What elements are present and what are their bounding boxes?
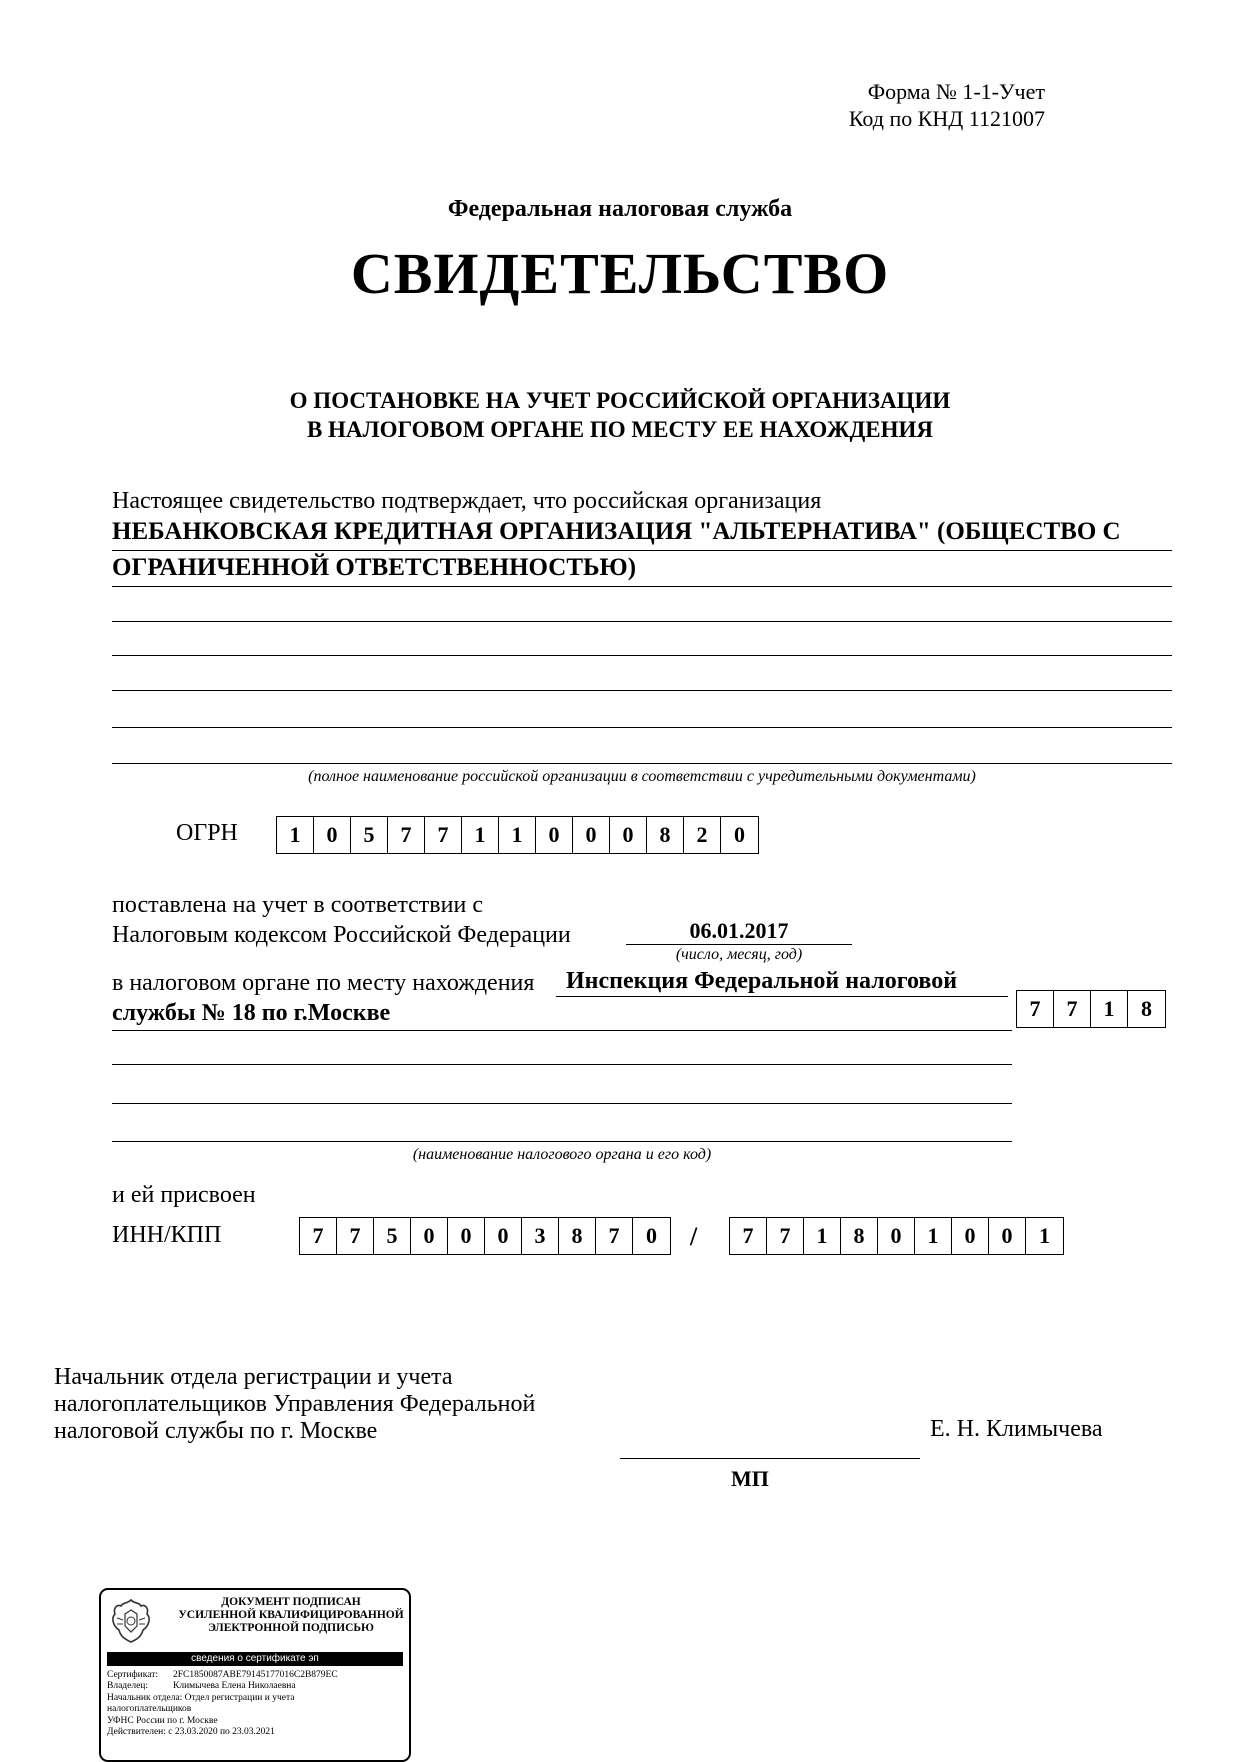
blank-line [112, 763, 1172, 764]
tax-office-caption: (наименование налогового органа и его код) [412, 1146, 712, 1163]
inn-digit: 7 [300, 1218, 337, 1254]
ogrn-digit: 1 [499, 817, 536, 853]
inn-digit: 0 [646, 1223, 657, 1248]
ogrn-digit: 0 [314, 817, 351, 853]
tax-office-underline [112, 1030, 1012, 1031]
stamp-validity: Действителен: с 23.03.2020 по 23.03.2021 [107, 1727, 275, 1738]
stamp-position-line: Начальник отдела: Отдел регистрации и учета [107, 1692, 295, 1703]
knd-code: Код по КНД 1121007 [848, 106, 1045, 131]
date-caption: (число, месяц, год) [675, 946, 803, 963]
owner-value: Климычева Елена Николаевна [173, 1681, 296, 1692]
stamp-details [107, 1670, 407, 1738]
blank-line [112, 655, 1172, 656]
inn-kpp-label: ИНН/КПП [112, 1222, 222, 1248]
kpp-digit: 7 [730, 1218, 767, 1254]
ogrn-digit: 0 [734, 822, 745, 847]
date-underline [626, 944, 852, 945]
tax-office-code-digit: 7 [1054, 991, 1091, 1027]
registered-line-1: поставлена на учет в соответствии с [112, 892, 483, 918]
ogrn-digit: 7 [388, 817, 425, 853]
stamp-certificate-bar: сведения о сертификате эп [107, 1652, 403, 1666]
org-name-caption: (полное наименование российской организации в соответствии с учредительными документами) [308, 768, 976, 785]
signatory-name: Е. Н. Климычева [930, 1416, 1103, 1442]
blank-line [112, 621, 1172, 622]
inn-cells [299, 1217, 671, 1255]
ogrn-label: ОГРН [176, 820, 238, 846]
blank-line [112, 690, 1172, 691]
inn-digit: 7 [337, 1218, 374, 1254]
form-number: Форма № 1-1-Учет [867, 79, 1045, 104]
inn-digit: 3 [522, 1218, 559, 1254]
org-name-line-2: ОГРАНИЧЕННОЙ ОТВЕТСТВЕННОСТЬЮ) [112, 554, 637, 581]
form-number-block [849, 78, 1045, 132]
assigned-text: и ей присвоен [112, 1182, 256, 1208]
kpp-digit: 0 [989, 1218, 1026, 1254]
certificate-label: Сертификат: [107, 1670, 159, 1680]
ogrn-digit: 0 [610, 817, 647, 853]
inn-digit: 7 [596, 1218, 633, 1254]
stamp-position-line: УФНС России по г. Москве [107, 1715, 218, 1726]
kpp-digit: 0 [878, 1218, 915, 1254]
e-signature-stamp [99, 1588, 411, 1762]
document-subtitle [0, 386, 1240, 444]
tax-office-code-cells [1016, 990, 1166, 1028]
inn-digit: 0 [448, 1218, 485, 1254]
inn-digit: 8 [559, 1218, 596, 1254]
document-title: СВИДЕТЕЛЬСТВО [350, 241, 890, 306]
tax-office-code-digit: 7 [1017, 991, 1054, 1027]
blank-line [112, 1064, 1012, 1065]
org-name-underline [112, 550, 1172, 551]
stamp-title-line: ДОКУМЕНТ ПОДПИСАН [221, 1596, 361, 1608]
ogrn-digit: 1 [277, 817, 314, 853]
inn-digit: 5 [374, 1218, 411, 1254]
subtitle-line: В НАЛОГОВОМ ОРГАНЕ ПО МЕСТУ ЕЕ НАХОЖДЕНИЯ [306, 417, 934, 442]
kpp-digit: 1 [804, 1218, 841, 1254]
kpp-digit: 7 [767, 1218, 804, 1254]
tax-office-prefix: в налоговом органе по месту нахождения [112, 970, 535, 996]
ogrn-digit: 5 [351, 817, 388, 853]
signature-line [620, 1458, 920, 1459]
tax-office-underline [556, 996, 1008, 997]
stamp-title-line: ЭЛЕКТРОННОЙ ПОДПИСЬЮ [208, 1622, 374, 1634]
signatory-position [54, 1364, 535, 1445]
stamp-title-line: УСИЛЕННОЙ КВАЛИФИЦИРОВАННОЙ [178, 1609, 404, 1621]
signatory-position-line: Начальник отдела регистрации и учета [54, 1364, 453, 1390]
kpp-digit: 8 [841, 1218, 878, 1254]
registered-line-2: Налоговым кодексом Российской Федерации [112, 922, 571, 948]
signatory-position-line: налоговой службы по г. Москве [54, 1418, 378, 1444]
intro-text: Настоящее свидетельство подтверждает, что российская организация [112, 488, 822, 514]
org-name-underline [112, 586, 1172, 587]
tax-office-code-digit: 1 [1091, 991, 1128, 1027]
ogrn-digit: 1 [462, 817, 499, 853]
owner-label: Владелец: [107, 1681, 149, 1692]
ogrn-digit: 0 [536, 817, 573, 853]
registration-date: 06.01.2017 [689, 918, 789, 943]
ogrn-cells [276, 816, 759, 854]
seal-place-mp: МП [731, 1466, 769, 1491]
org-name-line-1: НЕБАНКОВСКАЯ КРЕДИТНАЯ ОРГАНИЗАЦИЯ "АЛЬТЕРНАТИВА" (ОБЩЕСТВО С [112, 518, 1121, 545]
certificate-value: 2FC1850087ABE79145177016C2B879EC [173, 1670, 338, 1680]
kpp-digit: 0 [952, 1218, 989, 1254]
ogrn-digit: 8 [647, 817, 684, 853]
subtitle-line: О ПОСТАНОВКЕ НА УЧЕТ РОССИЙСКОЙ ОРГАНИЗАЦИИ [289, 388, 951, 413]
coat-of-arms-icon [109, 1596, 153, 1646]
inn-kpp-separator: / [690, 1222, 698, 1251]
blank-line [112, 727, 1172, 728]
kpp-cells [729, 1217, 1064, 1255]
signatory-position-line: налогоплательщиков Управления Федеральной [54, 1391, 536, 1417]
inn-digit: 0 [485, 1218, 522, 1254]
tax-office-name-line-2: службы № 18 по г.Москве [112, 1000, 391, 1026]
agency-name: Федеральная налоговая служба [447, 196, 793, 222]
ogrn-digit: 2 [684, 817, 721, 853]
inn-digit: 0 [411, 1218, 448, 1254]
blank-line [112, 1103, 1012, 1104]
tax-office-name-line-1: Инспекция Федеральной налоговой [566, 968, 958, 994]
tax-office-code-digit: 8 [1141, 996, 1152, 1021]
kpp-digit: 1 [1039, 1223, 1050, 1248]
blank-line [112, 1141, 1012, 1142]
stamp-position-line: налогоплательщиков [107, 1704, 192, 1715]
kpp-digit: 1 [915, 1218, 952, 1254]
stamp-title [173, 1596, 409, 1635]
ogrn-digit: 7 [425, 817, 462, 853]
ogrn-digit: 0 [573, 817, 610, 853]
